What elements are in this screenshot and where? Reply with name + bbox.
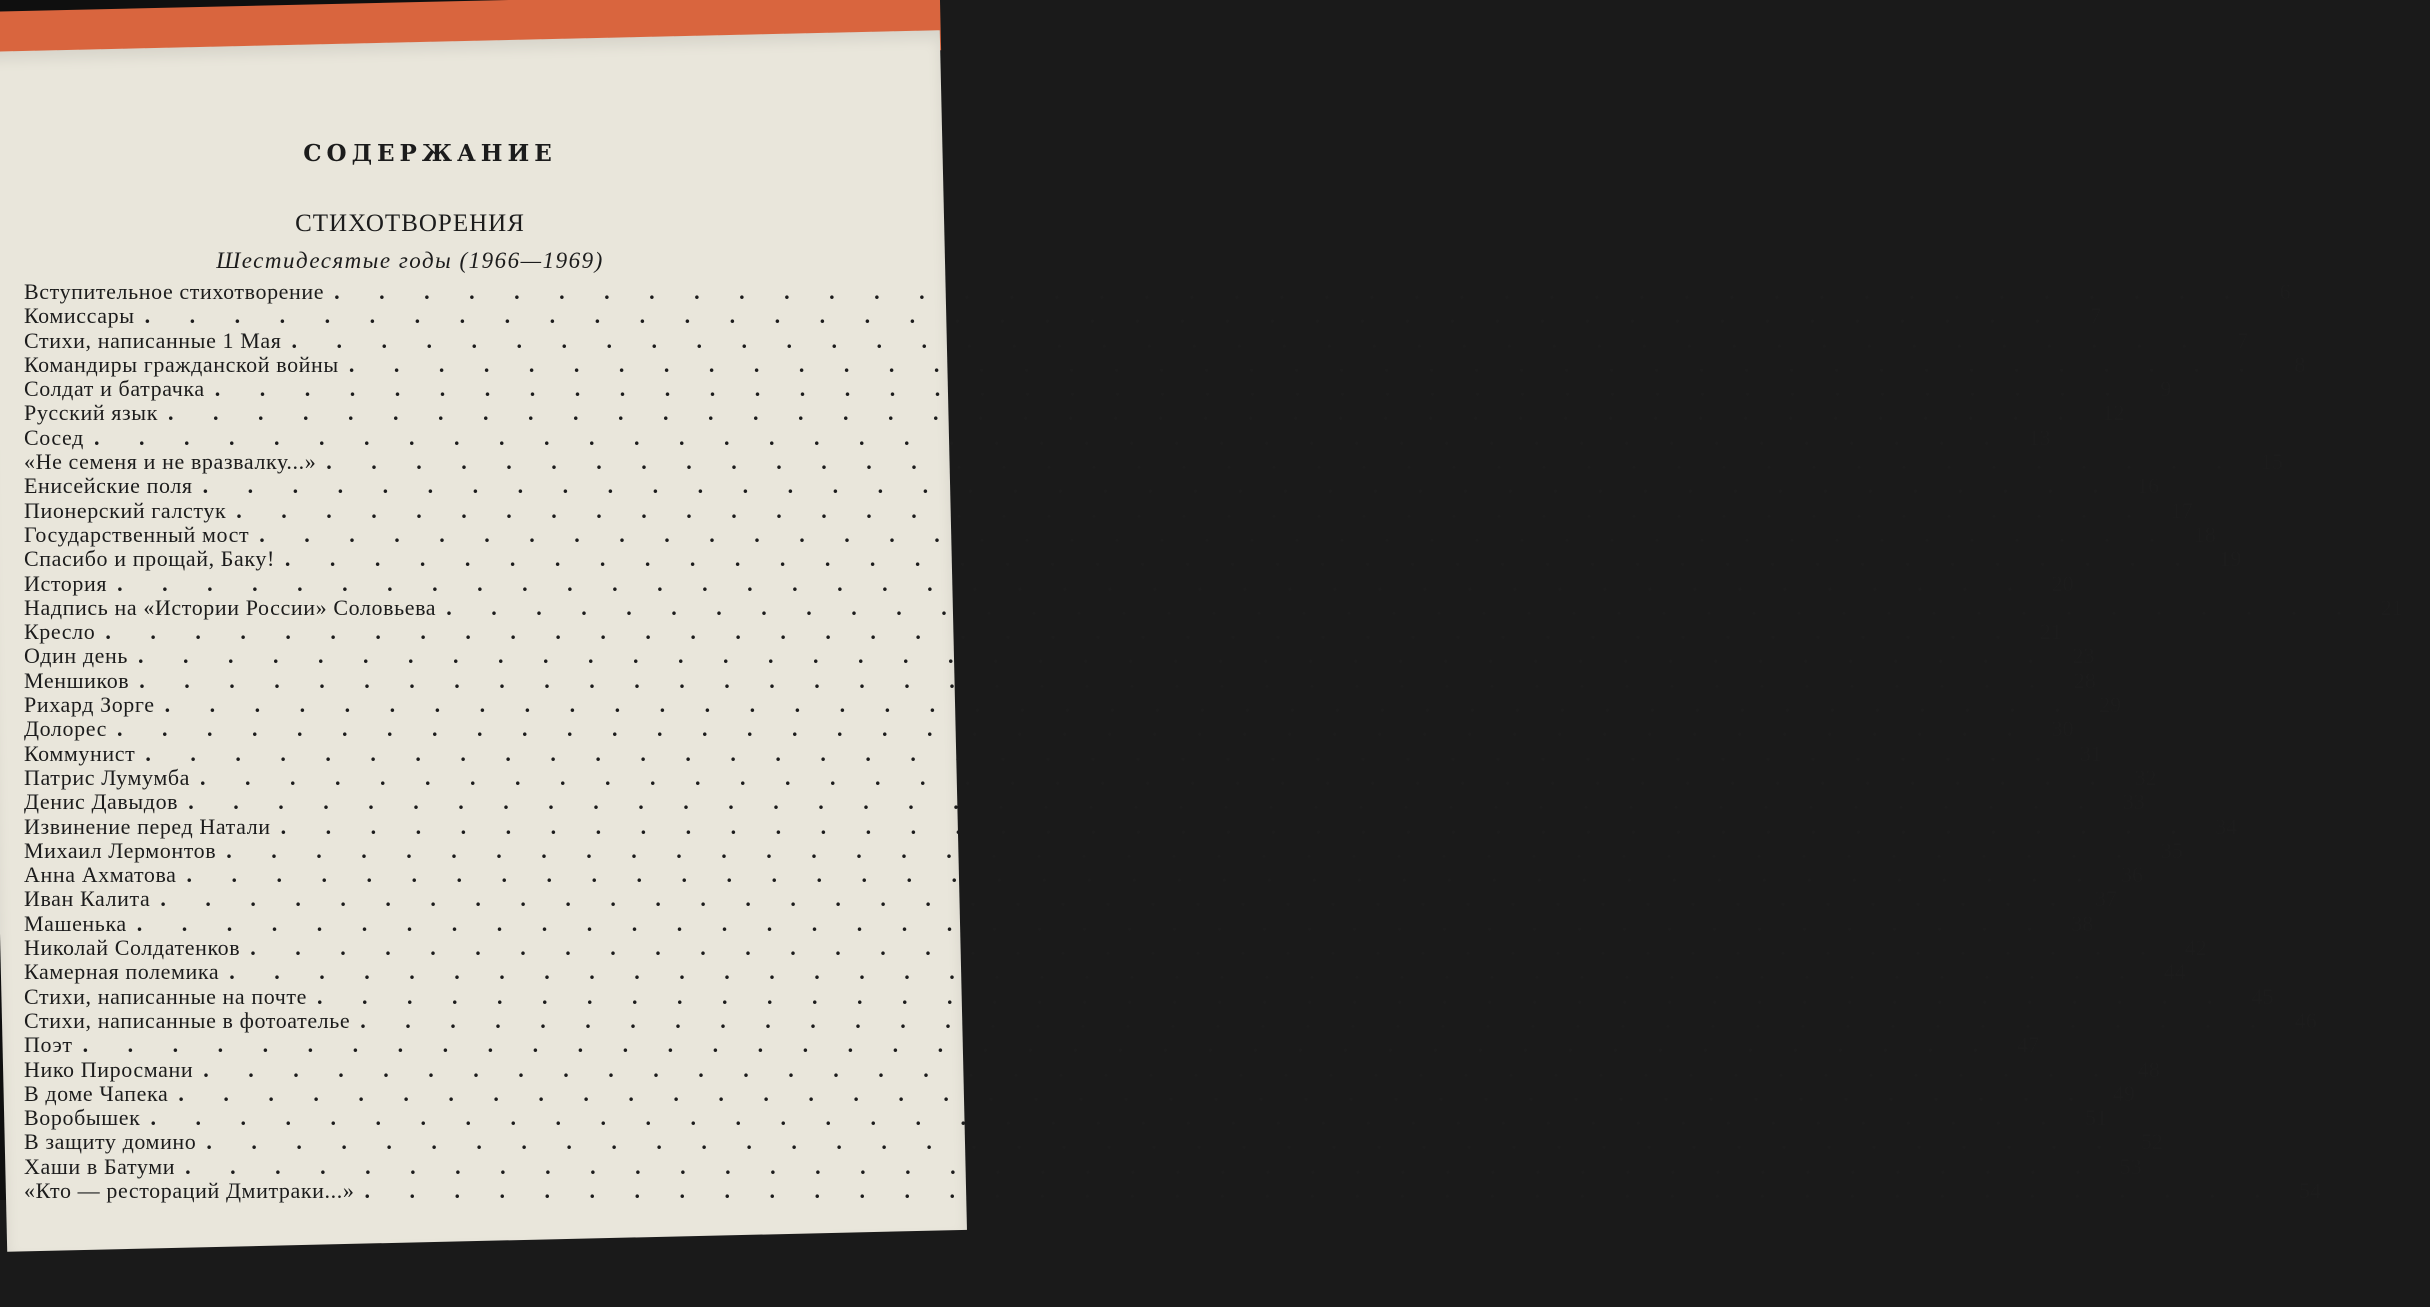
- toc-entry-title: Рихард Зорге: [24, 692, 155, 718]
- book-page: [0, 30, 2403, 1251]
- toc-entry-page: 23: [2072, 643, 2095, 669]
- toc-entry-page: 47: [2017, 1032, 2040, 1058]
- toc-entry-page: 9: [2160, 376, 2172, 402]
- toc-entry-page: 13: [2028, 424, 2051, 450]
- toc-entry: [23, 400, 2125, 426]
- toc-entry: [24, 789, 2145, 815]
- toc-entry-title: Солдат и батрачка: [23, 376, 205, 402]
- toc-entry-title: Воробышек: [23, 1105, 141, 1131]
- toc-entry: [24, 667, 2096, 693]
- toc-dot-leader: . . . . . . . . . . . . . . . . . . . . . . . . . . . . . . . . . . . . . . . . . . .: [105, 619, 2018, 645]
- toc-dot-leader: . . . . . . . . . . . . . . . . . . . . . . . . . . . . . . . . . . . . . . . . . . .: [236, 497, 2149, 523]
- toc-entry: [23, 716, 2074, 742]
- toc-entry-page: 19: [2219, 546, 2242, 572]
- toc-entry: [24, 619, 2062, 645]
- toc-dot-leader: . . . . . . . . . . . . . . . . . . . . . . . . . . . . . . . . . . . . . . . . . . .: [139, 667, 2052, 693]
- toc-dot-leader: . . . . . . . . . . . . . . . . . . . . . . . . . . . . . . . . . . . . . . . . . . .: [360, 1007, 2273, 1033]
- toc-entry-page: 38: [2071, 910, 2094, 936]
- toc-entry: [23, 327, 2248, 353]
- toc-dot-leader: . . . . . . . . . . . . . . . . . . . . . . . . . . . . . . . . . . . . . . . . . . .: [164, 692, 2078, 718]
- toc-entry: [23, 570, 2074, 596]
- toc-entry-title: Сосед: [23, 424, 84, 450]
- subsection-heading: Шестидесятые годы (1966—1969): [216, 248, 604, 273]
- toc-entry-page: 16: [2137, 473, 2160, 499]
- toc-entry: [24, 910, 2094, 936]
- toc-entry-title: Стихи, написанные на почте: [24, 983, 308, 1009]
- section-heading: СТИХОТВОРЕНИЯ: [295, 210, 525, 237]
- toc-entry-title: История: [23, 570, 108, 596]
- toc-entry: [23, 376, 2172, 402]
- toc-entry-page: 49: [2112, 1080, 2135, 1106]
- toc-entry-page: 42: [2184, 935, 2207, 961]
- toc-entry-title: Пионерский галстук: [24, 497, 227, 523]
- toc-entry: [23, 1080, 2135, 1106]
- toc-entry: [24, 1032, 2040, 1058]
- toc-entry-title: Нико Пиросмани: [23, 1056, 194, 1082]
- toc-entry-page: 54: [2298, 1177, 2321, 1203]
- toc-entry-title: Коммунист: [24, 740, 136, 766]
- toc-entry-page: 52: [2140, 1129, 2163, 1155]
- toc-entry-page: 44: [2163, 959, 2186, 985]
- toc-dot-leader: . . . . . . . . . . . . . . . . . . . . . . . . . . . . . . . . . . . . . . . . . . .: [116, 716, 2030, 742]
- toc-entry-page: 45: [2251, 983, 2274, 1009]
- toc-entry: [23, 1105, 2107, 1131]
- toc-entry-page: 18: [2193, 521, 2216, 547]
- toc-entry-page: 17: [2170, 497, 2193, 523]
- toc-entry-title: Енисейские поля: [23, 473, 193, 499]
- toc-entry-page: 12: [2102, 400, 2125, 426]
- toc-entry: [24, 813, 2238, 839]
- toc-dot-leader: . . . . . . . . . . . . . . . . . . . . . . . . . . . . . . . . . . . . . . . . . . .: [178, 1080, 2091, 1106]
- toc-dot-leader: . . . . . . . . . . . . . . . . . . . . . . . . . . . . . . . . . . . . . . . . . . .: [317, 983, 2230, 1009]
- toc-entry-title: Вступительное стихотворение: [23, 279, 325, 304]
- toc-entry-page: 53: [2119, 1153, 2142, 1179]
- toc-entry: [23, 473, 2160, 499]
- toc-entry-title: Анна Ахматова: [24, 862, 177, 888]
- toc-entry: [24, 521, 2216, 547]
- toc-entry: [23, 935, 2207, 961]
- toc-dot-leader: . . . . . . . . . . . . . . . . . . . . . . . . . . . . . . . . . . . . . . . . . . .: [136, 910, 2050, 936]
- toc-entry: [23, 449, 2283, 475]
- toc-entry: [24, 740, 2102, 766]
- toc-entry: [24, 1153, 2142, 1179]
- toc-entry-title: Один день: [24, 643, 129, 669]
- toc-dot-leader: . . . . . . . . . . . . . . . . . . . . . . . . . . . . . . . . . . . . . . . . . . .: [291, 327, 2204, 353]
- toc-dot-leader: . . . . . . . . . . . . . . . . . . . . . . . . . . . . . . . . . . . . . . . . . . .: [203, 1056, 2116, 1082]
- toc-entry-page: 20: [2051, 570, 2074, 596]
- toc-dot-leader: . . . . . . . . . . . . . . . . . . . . . . . . . . . . . . . . . . . . . . . . . . .: [185, 1153, 2098, 1179]
- toc-entry-page: 28: [2073, 667, 2096, 693]
- toc-entry: [24, 764, 2157, 790]
- toc-dot-leader: . . . . . . . . . . . . . . . . . . . . . . . . . . . . . . . . . . . . . . . . . . .: [117, 570, 2030, 596]
- toc-entry-page: 48: [2137, 1056, 2160, 1082]
- toc-entry-title: В доме Чапека: [23, 1080, 169, 1106]
- toc-dot-leader: . . . . . . . . . . . . . . . . . . . . . . . . . . . . . . . . . . . . . . . . . . .: [446, 594, 2359, 620]
- toc-entry-page: 46: [2294, 1007, 2317, 1033]
- toc-dot-leader: . . . . . . . . . . . . . . . . . . . . . . . . . . . . . . . . . . . . . . . . . . .: [326, 449, 2239, 475]
- toc-entry: [24, 983, 2274, 1009]
- toc-entry: [23, 546, 2242, 572]
- toc-dot-leader: . . . . . . . . . . . . . . . . . . . . . . . . . . . . . . . . . . . . . . . . . . .: [93, 424, 2007, 450]
- toc-entry: [23, 594, 2403, 620]
- toc-entry-title: Денис Давыдов: [24, 789, 179, 815]
- toc-dot-leader: . . . . . . . . . . . . . . . . . . . . . . . . . . . . . . . . . . . . . . . . . . .: [348, 351, 2262, 377]
- toc-dot-leader: . . . . . . . . . . . . . . . . . . . . . . . . . . . . . . . . . . . . . . . . . . .: [284, 546, 2198, 572]
- toc-entry-title: В защиту домино: [24, 1129, 197, 1155]
- toc-entry-title: Русский язык: [23, 400, 158, 426]
- toc-dot-leader: . . . . . . . . . . . . . . . . . . . . . . . . . . . . . . . . . . . . . . . . . . .: [206, 1129, 2119, 1155]
- toc-entry-title: Командиры гражданской войны: [23, 351, 339, 377]
- toc-dot-leader: . . . . . . . . . . . . . . . . . . . . . . . . . . . . . . . . . . . . . . . . . . .: [214, 376, 2128, 402]
- toc-entry-title: Стихи, написанные в фотоателье: [24, 1007, 351, 1033]
- toc-entry: [23, 303, 2102, 329]
- toc-entry-title: Михаил Лермонтов: [24, 837, 217, 863]
- toc-entry: [24, 1177, 2321, 1203]
- toc-entry-page: 33: [2122, 789, 2145, 815]
- toc-entry-title: Патрис Лумумба: [24, 764, 190, 790]
- toc-entry-title: Меншиков: [24, 667, 130, 693]
- toc-entry: [24, 886, 2117, 912]
- toc-entry: [23, 351, 2306, 377]
- toc-entry-title: Стихи, написанные 1 Мая: [23, 327, 282, 353]
- toc-entry-page: 21: [2039, 619, 2062, 645]
- page-content: [0, 52, 2403, 1252]
- contents-heading: СОДЕРЖАНИЕ: [303, 140, 557, 167]
- toc-entry-title: Хаши в Батуми: [24, 1153, 176, 1179]
- toc-dot-leader: . . . . . . . . . . . . . . . . . . . . . . . . . . . . . . . . . . . . . . . . . . .: [144, 303, 2058, 329]
- toc-entry-page: 31: [2079, 740, 2102, 766]
- toc-entry-page: 8: [2294, 351, 2306, 377]
- toc-entry-page: 36: [2121, 862, 2144, 888]
- toc-dot-leader: . . . . . . . . . . . . . . . . . . . . . . . . . . . . . . . . . . . . . . . . . . .: [186, 862, 2100, 888]
- toc-dot-leader: . . . . . . . . . . . . . . . . . . . . . . . . . . . . . . . . . . . . . . . . . . .: [202, 473, 2116, 499]
- toc-entry-page: 51: [2084, 1105, 2107, 1131]
- toc-dot-leader: . . . . . . . . . . . . . . . . . . . . . . . . . . . . . . . . . . . . . . . . . . .: [150, 1105, 2063, 1131]
- toc-entry-title: Иван Калита: [24, 886, 151, 912]
- toc-dot-leader: . . . . . . . . . . . . . . . . . . . . . . . . . . . . . . . . . . . . . . . . . . .: [229, 959, 2142, 985]
- toc-dot-leader: . . . . . . . . . . . . . . . . . . . . . . . . . . . . . . . . . . . . . . . . . . .: [334, 279, 2247, 304]
- toc-entry-page: 30: [2051, 716, 2074, 742]
- toc-entry: [24, 692, 2122, 718]
- toc-dot-leader: . . . . . . . . . . . . . . . . . . . . . . . . . . . . . . . . . . . . . . . . . . .: [160, 886, 2073, 912]
- toc-entry-page: 32: [2134, 764, 2157, 790]
- toc-entry: [24, 1007, 2317, 1033]
- toc-dot-leader: . . . . . . . . . . . . . . . . . . . . . . . . . . . . . . . . . . . . . . . . . . .: [226, 837, 2139, 863]
- toc-entry-page: 29: [2099, 692, 2122, 718]
- toc-entry-title: «Не семеня и не вразвалку...»: [23, 449, 317, 475]
- toc-entry: [24, 862, 2144, 888]
- toc-entry-page: 34: [2215, 813, 2238, 839]
- toc-entry-page: 7: [2236, 327, 2248, 353]
- toc-entry-title: Спасибо и прощай, Баку!: [23, 546, 275, 572]
- toc-dot-leader: . . . . . . . . . . . . . . . . . . . . . . . . . . . . . . . . . . . . . . . . . . .: [138, 643, 2051, 669]
- toc-entry-title: Машенька: [24, 910, 127, 936]
- toc-entry-title: Кресло: [24, 619, 96, 645]
- toc-dot-leader: . . . . . . . . . . . . . . . . . . . . . . . . . . . . . . . . . . . . . . . . . . .: [250, 935, 2163, 961]
- toc-entry-title: Поэт: [24, 1032, 73, 1058]
- toc-entry-title: Комиссары: [23, 303, 135, 329]
- toc-entry: [23, 424, 2051, 450]
- toc-entry-title: Николай Солдатенков: [23, 935, 241, 961]
- toc-dot-leader: . . . . . . . . . . . . . . . . . . . . . . . . . . . . . . . . . . . . . . . . . . .: [200, 764, 2113, 790]
- table-of-contents: [23, 279, 2403, 1203]
- toc-entry-page: 37: [2094, 886, 2117, 912]
- toc-entry-page: 35: [2160, 837, 2183, 863]
- toc-entry-title: Государственный мост: [24, 521, 250, 547]
- toc-entry: [24, 959, 2186, 985]
- toc-dot-leader: . . . . . . . . . . . . . . . . . . . . . . . . . . . . . . . . . . . . . . . . . . .: [259, 521, 2172, 547]
- toc-dot-leader: . . . . . . . . . . . . . . . . . . . . . . . . . . . . . . . . . . . . . . . . . . .: [280, 813, 2194, 839]
- toc-entry-title: Надпись на «Истории России» Соловьева: [23, 594, 437, 620]
- toc-entry: [24, 837, 2183, 863]
- toc-entry-title: Камерная полемика: [24, 959, 220, 985]
- toc-dot-leader: . . . . . . . . . . . . . . . . . . . . . . . . . . . . . . . . . . . . . . . . . . .: [167, 400, 2081, 426]
- toc-entry: [24, 497, 2193, 523]
- toc-entry: [23, 1056, 2160, 1082]
- toc-entry-page: 7: [2090, 303, 2102, 329]
- toc-entry-title: Долорес: [23, 716, 107, 742]
- toc-entry: [23, 279, 2291, 304]
- toc-entry: [24, 643, 2095, 669]
- toc-entry: [24, 1129, 2163, 1155]
- toc-dot-leader: . . . . . . . . . . . . . . . . . . . . . . . . . . . . . . . . . . . . . . . . . . .: [82, 1032, 1996, 1058]
- toc-entry-page: 6: [2279, 279, 2291, 304]
- toc-dot-leader: . . . . . . . . . . . . . . . . . . . . . . . . . . . . . . . . . . . . . . . . . . .: [145, 740, 2058, 766]
- toc-dot-leader: . . . . . . . . . . . . . . . . . . . . . . . . . . . . . . . . . . . . . . . . . . .: [364, 1177, 2277, 1203]
- toc-entry-title: Извинение перед Натали: [24, 813, 271, 839]
- toc-entry-title: «Кто — рестораций Дмитраки...»: [24, 1177, 355, 1203]
- toc-dot-leader: . . . . . . . . . . . . . . . . . . . . . . . . . . . . . . . . . . . . . . . . . . .: [188, 789, 2101, 815]
- toc-entry-page: 21: [2380, 594, 2403, 620]
- toc-entry-page: 15: [2260, 449, 2283, 475]
